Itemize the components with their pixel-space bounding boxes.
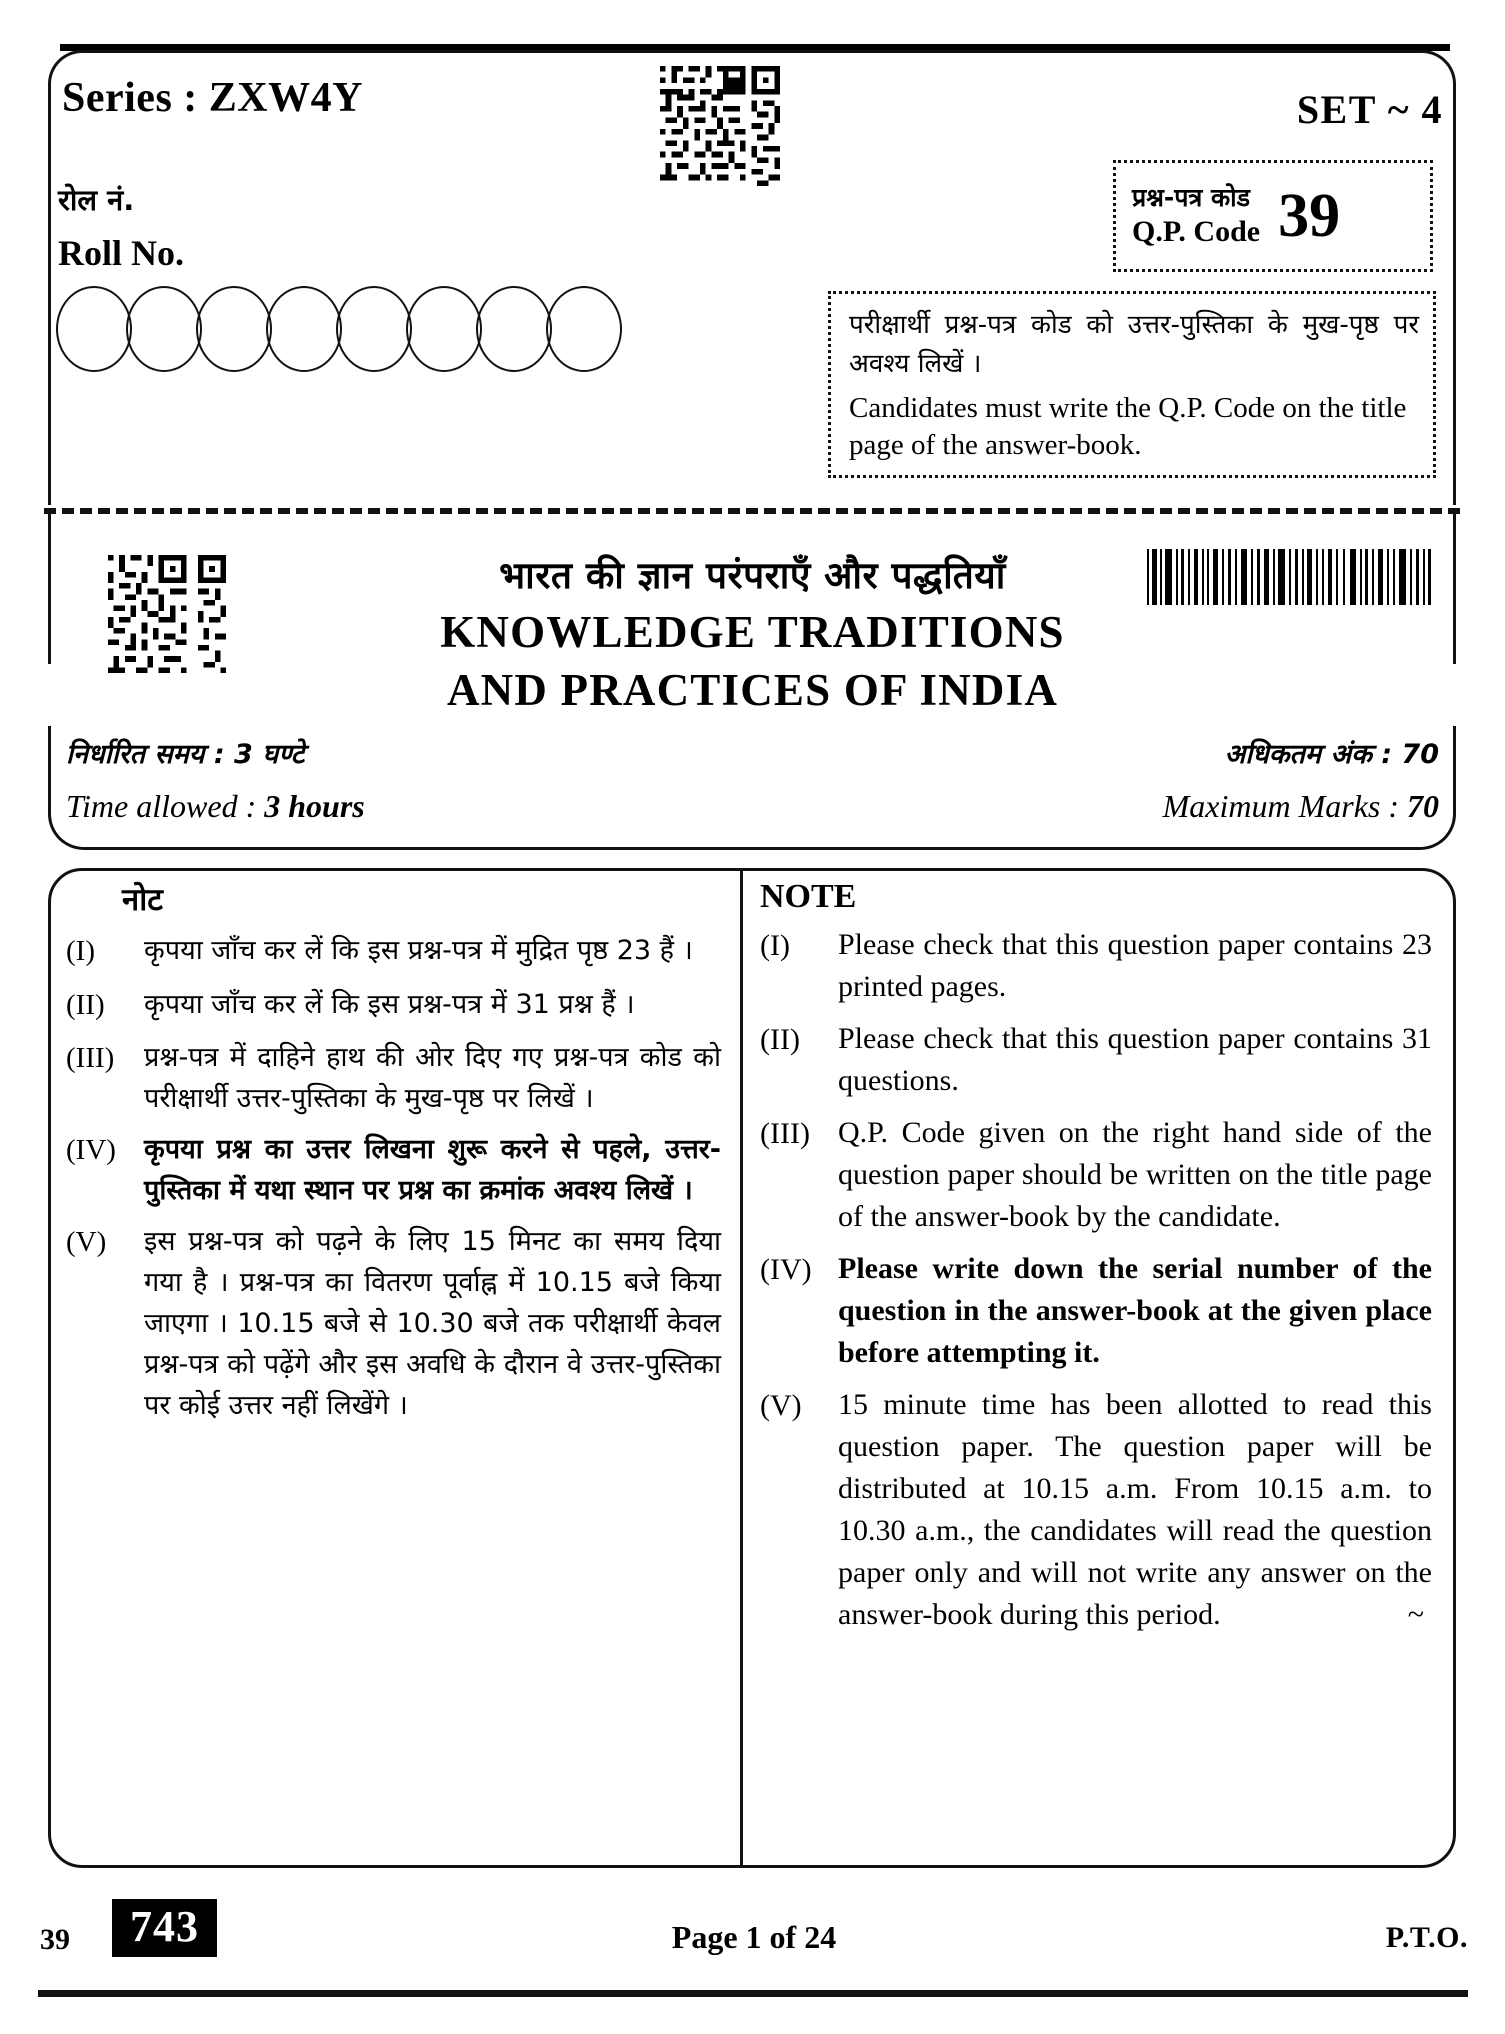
time-allowed-english [66, 788, 365, 825]
note-item-numeral: (V) [66, 1226, 107, 1259]
roll-number-circle[interactable] [266, 286, 342, 372]
note-item-text: प्रश्न-पत्र में दाहिने हाथ की ओर दिए गए प्रश्न-पत्र कोड को परीक्षार्थी उत्तर-पुस्तिका के मुख-पृष्ठ पर लिखें । [144, 1042, 721, 1115]
qp-code-label-hindi: प्रश्न-पत्र कोड [1132, 182, 1251, 212]
roll-number-circle[interactable] [196, 286, 272, 372]
roll-no-label-hindi: रोल नं. [58, 183, 135, 217]
note-item-numeral: (IV) [66, 1134, 116, 1167]
note-item-text: Please write down the serial number of the question in the answer-book at the given place before attempting it. [838, 1252, 1432, 1369]
note-item-numeral: (IV) [760, 1253, 812, 1286]
note-heading-hindi: नोट [122, 882, 163, 918]
note-column-divider [740, 868, 743, 1868]
bottom-rule [38, 1990, 1468, 1997]
candidate-notice-hindi: परीक्षार्थी प्रश्न-पत्र कोड को उत्तर-पुस्तिका के मुख-पृष्ठ पर अवश्य लिखें । [849, 310, 1419, 379]
footer-pto-label: P.T.O. [1385, 1921, 1468, 1954]
note-item [66, 1129, 721, 1211]
time-allowed-prefix: Time allowed : [66, 788, 265, 824]
barcode-icon [1143, 547, 1433, 607]
maximum-marks-prefix: Maximum Marks : [1162, 788, 1407, 824]
maximum-marks-hindi: अधिकतम अंक : 70 [1224, 739, 1439, 770]
note-item [760, 1018, 1432, 1102]
note-item [66, 930, 721, 974]
time-allowed-hindi: निर्धारित समय : 3 घण्टे [66, 739, 305, 770]
qr-code-icon [660, 66, 780, 186]
candidate-notice-english: Candidates must write the Q.P. Code on the title page of the answer-book. [849, 392, 1407, 462]
note-item-numeral: (V) [760, 1389, 802, 1422]
page-footer [40, 1895, 1468, 1979]
footer-qp-code: 39 [40, 1923, 70, 1956]
note-item-text: 15 minute time has been allotted to read this question paper. The question paper will be distributed at 10.15 a.m. From 10.15 a.m. to 10.30 a.m., the candidates will read the question paper only and will not write any answer on the answer-book during this period. ~ [838, 1384, 1432, 1636]
roll-no-label-english: Roll No. [58, 233, 184, 273]
candidate-notice-box [828, 291, 1436, 478]
note-item-numeral: (II) [760, 1023, 800, 1056]
set-label: SET ~ 4 [1296, 87, 1443, 132]
page-title-english-line2: AND PRACTICES OF INDIA [446, 665, 1059, 715]
note-item-text: Please check that this question paper contains 31 questions. [838, 1022, 1432, 1097]
note-item-text: Q.P. Code given on the right hand side of the question paper should be written on the title page of the answer-book by the candidate. [838, 1116, 1432, 1233]
note-item-numeral: (III) [66, 1042, 115, 1074]
note-column-hindi [66, 878, 721, 1436]
page-title-hindi: भारत की ज्ञान परंपराएँ और पद्धतियाँ [499, 554, 1006, 597]
note-item-numeral: (II) [66, 988, 105, 1021]
roll-number-circle[interactable] [406, 286, 482, 372]
note-item-text: इस प्रश्न-पत्र को पढ़ने के लिए 15 मिनट का समय दिया गया है । प्रश्न-पत्र का वितरण पूर्वाह्न में 10.15 बजे किया जाएगा । 10.15 बजे से 10.30 बजे तक परीक्षार्थी केवल प्रश्न-पत्र को पढ़ेंगे और इस अवधि के दौरान वे उत्तर-पुस्तिका पर कोई उत्तर नहीं लिखेंगे । [144, 1226, 721, 1422]
note-column-english [760, 878, 1432, 1646]
note-item [760, 1248, 1432, 1374]
note-item [66, 1221, 721, 1426]
roll-number-circle[interactable] [336, 286, 412, 372]
note-item-text: कृपया जाँच कर लें कि इस प्रश्न-पत्र में 31 प्रश्न हैं । [144, 988, 635, 1020]
note-item [66, 1037, 721, 1119]
qp-code-label-english: Q.P. Code [1132, 214, 1261, 248]
note-item [66, 984, 721, 1028]
note-item-numeral: (I) [66, 935, 95, 967]
qp-code-value: 39 [1278, 182, 1341, 250]
roll-number-circle[interactable] [126, 286, 202, 372]
roll-number-circle[interactable] [546, 286, 622, 372]
note-item-text: कृपया प्रश्न का उत्तर लिखना शुरू करने से पहले, उत्तर-पुस्तिका में यथा स्थान पर प्रश्न का क्रमांक अवश्य लिखें । [144, 1134, 721, 1207]
maximum-marks-english [1163, 788, 1439, 825]
note-item [760, 924, 1432, 1008]
note-item [760, 1112, 1432, 1238]
note-item-numeral: (I) [760, 929, 790, 962]
time-allowed-value: 3 hours [264, 788, 365, 824]
footer-paper-badge: 743 [112, 1899, 217, 1957]
roll-number-circle[interactable] [476, 286, 552, 372]
roll-number-circle[interactable] [56, 286, 132, 372]
note-item [760, 1384, 1432, 1636]
note-item-numeral: (III) [760, 1117, 810, 1150]
maximum-marks-value: 70 [1407, 788, 1439, 824]
note-item-text: कृपया जाँच कर लें कि इस प्रश्न-पत्र में मुद्रित पृष्ठ 23 हैं । [144, 935, 693, 966]
note-item-text: Please check that this question paper contains 23 printed pages. [838, 928, 1432, 1003]
note-heading-english: NOTE [760, 878, 857, 915]
trailing-tilde-mark: ~ [1407, 1598, 1424, 1631]
roll-number-circles[interactable] [56, 286, 616, 372]
series-label: Series : ZXW4Y [62, 75, 363, 121]
footer-page-label: Page 1 of 24 [671, 1919, 837, 1955]
qp-code-box [1113, 160, 1433, 272]
page-title-english-line1: KNOWLEDGE TRADITIONS [440, 607, 1065, 657]
